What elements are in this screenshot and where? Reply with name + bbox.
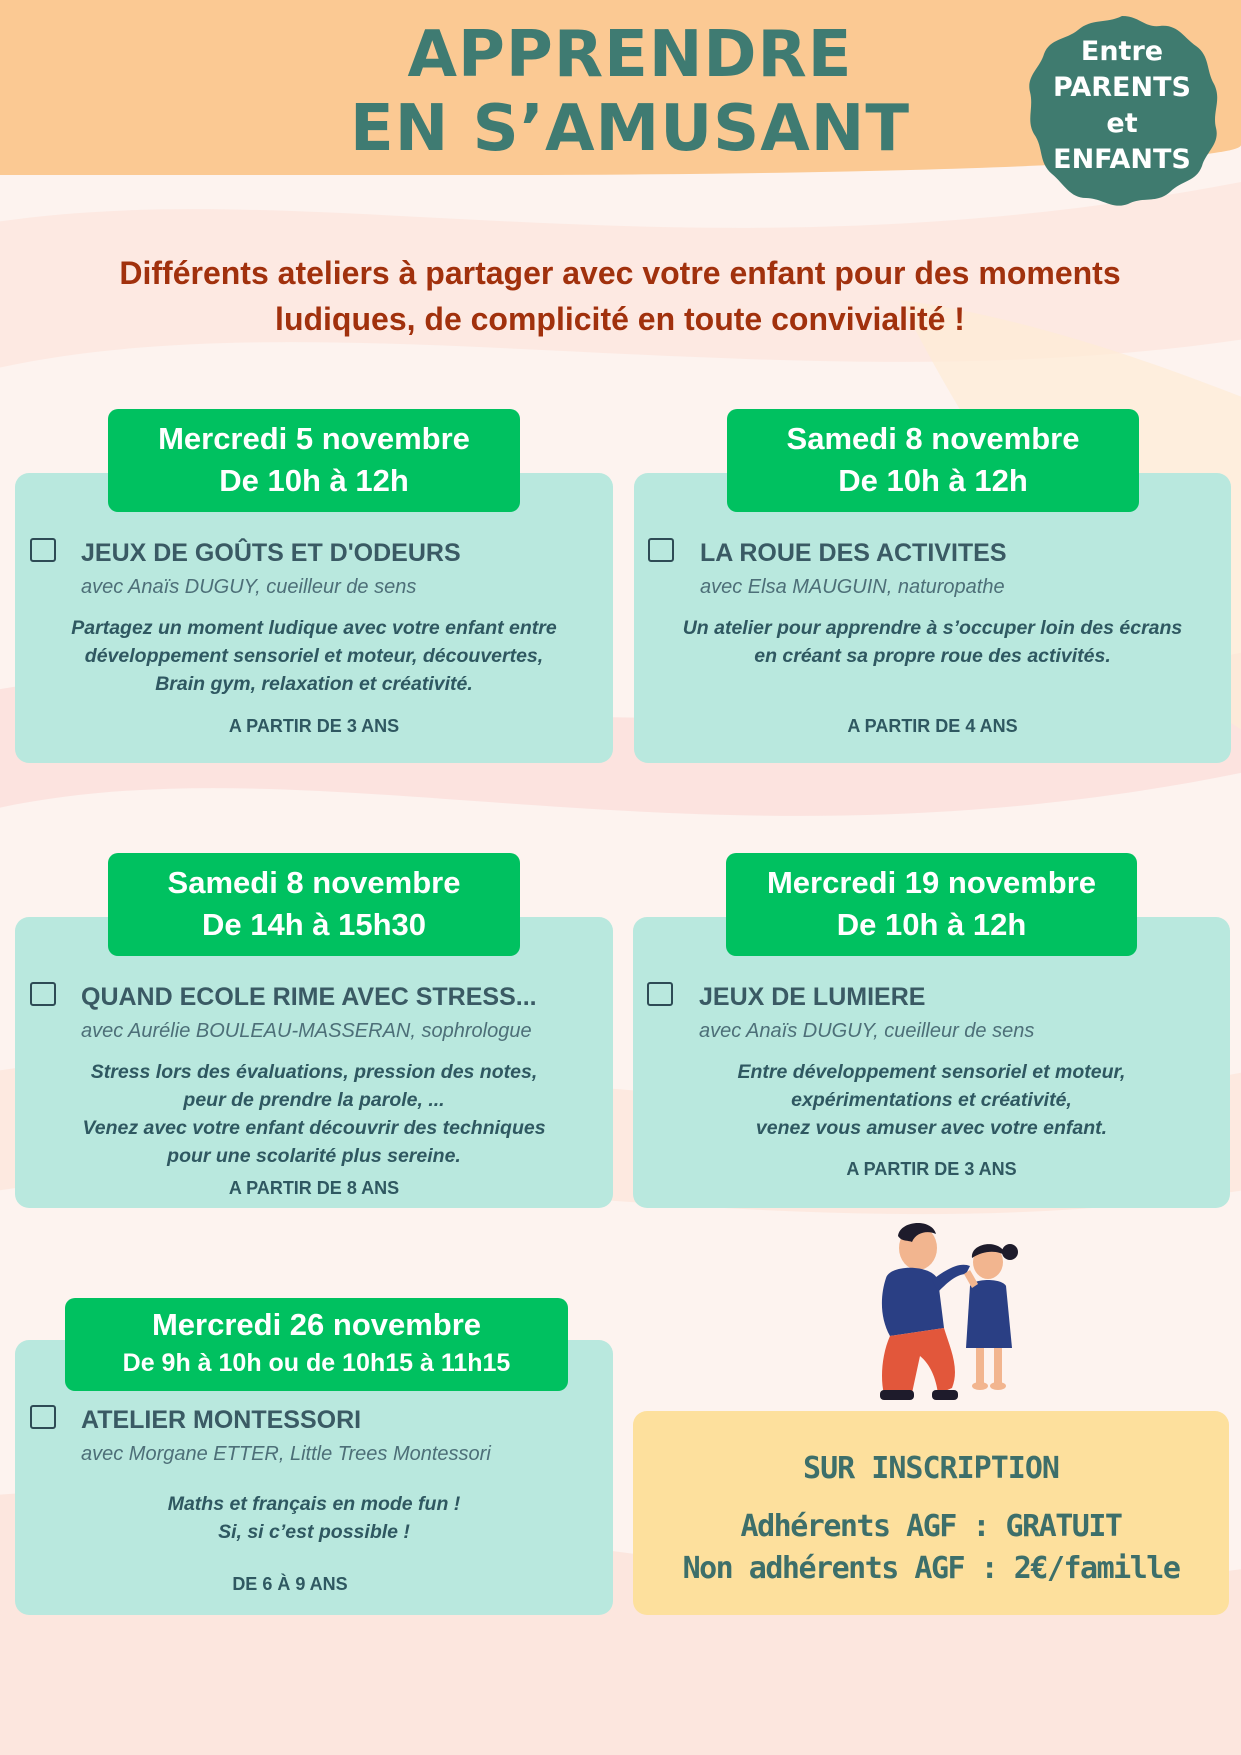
workshop-title: JEUX DE GOÛTS ET D'ODEURS	[81, 539, 461, 567]
workshop-age: DE 6 À 9 ANS	[232, 1574, 348, 1594]
date-tab	[108, 409, 520, 512]
date-tab	[65, 1298, 568, 1391]
workshop-host: avec Elsa MAUGUIN, naturopathe	[700, 576, 1005, 598]
description-line: pour une scolarité plus sereine.	[167, 1145, 461, 1167]
workshop-host: avec Aurélie BOULEAU-MASSERAN, sophrologue	[81, 1020, 532, 1042]
workshop-description	[15, 1490, 613, 1546]
workshop-date: Mercredi 26 novembre	[151, 1307, 482, 1342]
title-line-2: EN S’AMUSANT	[350, 92, 910, 166]
page-title	[320, 18, 940, 166]
checkbox-icon[interactable]	[30, 1405, 56, 1429]
workshop-host: avec Morgane ETTER, Little Trees Montessori	[81, 1443, 491, 1465]
checkbox-icon[interactable]	[647, 982, 673, 1006]
parent-child-illustration	[820, 1218, 1060, 1413]
title-line-1: APPRENDRE	[407, 18, 853, 92]
workshop-time: De 9h à 10h ou de 10h15 à 11h15	[122, 1349, 511, 1377]
description-line: Un atelier pour apprendre à s’occuper loin des écrans	[682, 617, 1183, 639]
badge-line-2: PARENTS	[1053, 72, 1191, 103]
workshop-age: A PARTIR DE 8 ANS	[228, 1178, 400, 1198]
date-tab	[108, 853, 520, 956]
description-line: venez vous amuser avec votre enfant.	[755, 1117, 1108, 1139]
description-line: Maths et français en mode fun !	[167, 1493, 461, 1515]
description-line: Stress lors des évaluations, pression des notes,	[90, 1061, 538, 1083]
date-tab	[727, 409, 1139, 512]
workshop-date: Samedi 8 novembre	[167, 865, 461, 900]
workshop-date: Mercredi 19 novembre	[766, 865, 1097, 900]
intro-line-2: ludiques, de complicité en toute convivialité !	[275, 301, 965, 337]
checkbox-icon[interactable]	[30, 538, 56, 562]
workshop-host: avec Anaïs DUGUY, cueilleur de sens	[81, 576, 417, 598]
date-tab	[726, 853, 1137, 956]
registration-title: SUR INSCRIPTION	[803, 1451, 1059, 1486]
badge-line-3: et	[1106, 108, 1138, 139]
workshop-title: LA ROUE DES ACTIVITES	[700, 539, 1007, 567]
workshop-title: QUAND ECOLE RIME AVEC STRESS...	[81, 983, 537, 1011]
description-line: Entre développement sensoriel et moteur,	[737, 1061, 1126, 1083]
intro-line-1: Différents ateliers à partager avec votre enfant pour des moments	[119, 255, 1121, 291]
workshop-date: Samedi 8 novembre	[786, 421, 1080, 456]
workshop-description	[633, 1058, 1230, 1142]
description-line: Brain gym, relaxation et créativité.	[155, 673, 473, 695]
description-line: développement sensoriel et moteur, découvertes,	[84, 645, 544, 667]
non-members-price: Non adhérents AGF : 2€/famille	[682, 1551, 1180, 1586]
description-line: peur de prendre la parole, ...	[183, 1089, 445, 1111]
badge-line-4: ENFANTS	[1053, 144, 1191, 175]
description-line: Partagez un moment ludique avec votre enfant entre	[71, 617, 557, 639]
workshop-date: Mercredi 5 novembre	[158, 421, 470, 456]
workshop-title: JEUX DE LUMIERE	[699, 983, 926, 1011]
workshop-time: De 14h à 15h30	[201, 907, 427, 942]
workshop-description	[634, 614, 1231, 670]
description-line: expérimentations et créativité,	[791, 1089, 1072, 1111]
registration-box	[633, 1411, 1229, 1615]
checkbox-icon[interactable]	[648, 538, 674, 562]
description-line: Si, si c’est possible !	[218, 1521, 410, 1543]
workshop-time: De 10h à 12h	[838, 463, 1028, 498]
workshop-title: ATELIER MONTESSORI	[81, 1406, 362, 1434]
workshop-time: De 10h à 12h	[836, 907, 1027, 942]
workshop-description	[15, 614, 613, 698]
intro-text	[30, 250, 1210, 342]
description-line: Venez avec votre enfant découvrir des techniques	[82, 1117, 546, 1139]
description-line: en créant sa propre roue des activités.	[754, 645, 1111, 667]
parents-enfants-badge	[1022, 12, 1222, 212]
workshop-host: avec Anaïs DUGUY, cueilleur de sens	[699, 1020, 1035, 1042]
workshop-description	[15, 1058, 613, 1170]
workshop-age: A PARTIR DE 3 ANS	[846, 1159, 1017, 1179]
members-price: Adhérents AGF : GRATUIT	[740, 1509, 1122, 1544]
workshop-time: De 10h à 12h	[219, 463, 409, 498]
workshop-age: A PARTIR DE 4 ANS	[847, 716, 1018, 736]
badge-line-1: Entre	[1080, 36, 1164, 67]
workshop-age: A PARTIR DE 3 ANS	[228, 716, 400, 736]
checkbox-icon[interactable]	[30, 982, 56, 1006]
